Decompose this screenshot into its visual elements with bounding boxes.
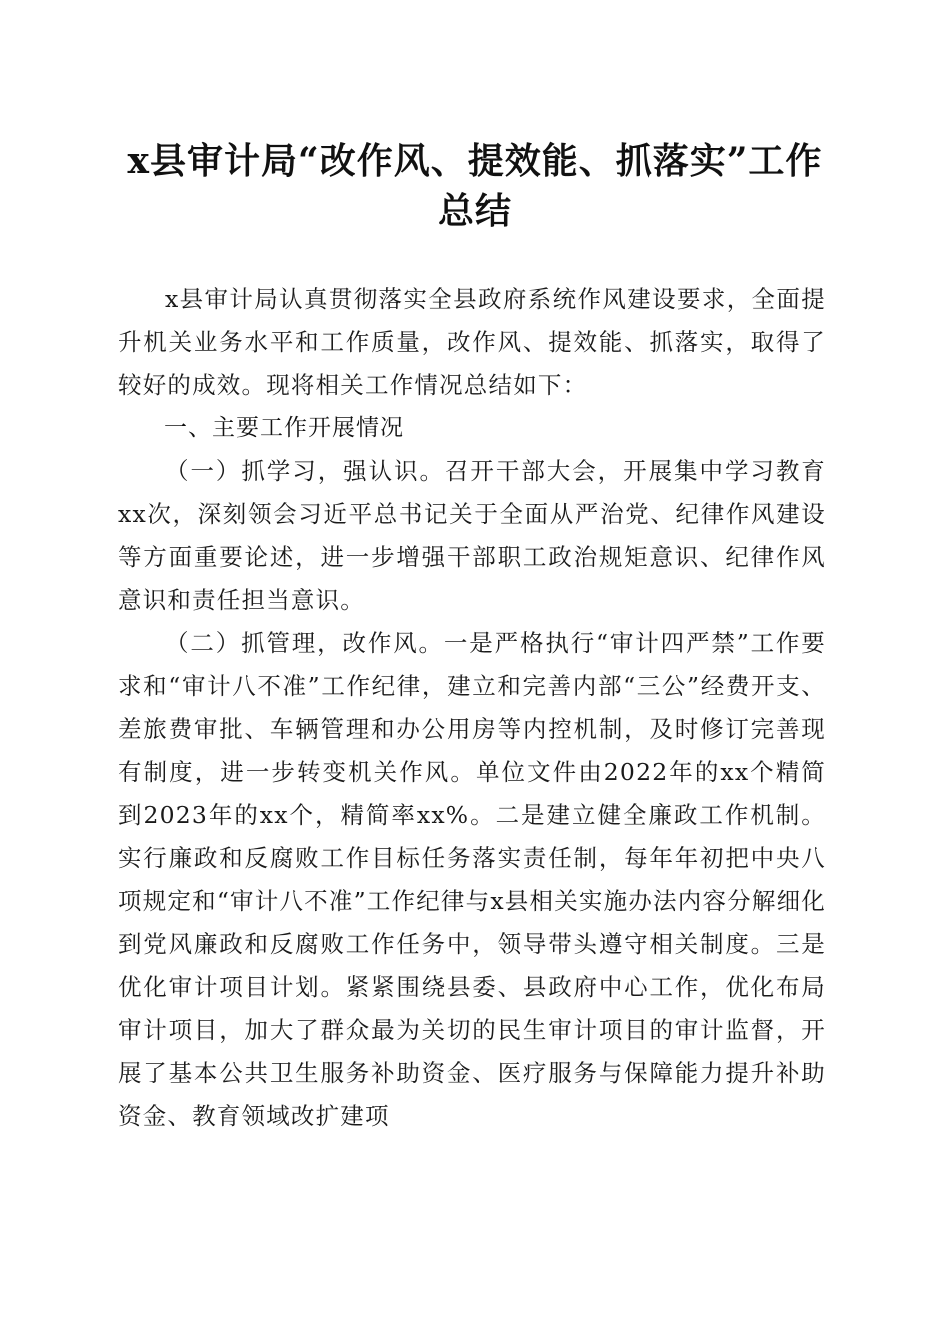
intro-paragraph: x县审计局认真贯彻落实全县政府系统作风建设要求，全面提升机关业务水平和工作质量，改作风、提效能、抓落实，取得了较好的成效。现将相关工作情况总结如下： bbox=[118, 285, 826, 399]
document-title: x县审计局“改作风、提效能、抓落实”工作总结 bbox=[127, 140, 823, 232]
document-body bbox=[118, 278, 826, 1138]
section-heading: 一、主要工作开展情况 bbox=[164, 415, 404, 441]
body-paragraph-study: （一）抓学习，强认识。召开干部大会，开展集中学习教育xx次，深刻领会习近平总书记关于全面从严治党、纪律作风建设等方面重要论述，进一步增强干部职工政治规矩意识、纪律作风意识和责任担当意识。 bbox=[118, 457, 826, 614]
body-paragraph-management: （二）抓管理，改作风。一是严格执行“审计四严禁”工作要求和“审计八不准”工作纪律，建立和完善内部“三公”经费开支、差旅费审批、车辆管理和办公用房等内控机制，及时修订完善现有制度，进一步转变机关作风。单位文件由2022年的xx个精简到2023年的xx个，精简率xx%。二是建立健全廉政工作机制。实行廉政和反腐败工作目标任务落实责任制，每年年初把中央八项规定和“审计八不准”工作纪律与x县相关实施办法内容分解细化到党风廉政和反腐败工作任务中，领导带头遵守相关制度。三是优化审计项目计划。紧紧围绕县委、县政府中心工作，优化布局审计项目，加大了群众最为关切的民生审计项目的审计监督，开展了基本公共卫生服务补助资金、医疗服务与保障能力提升补助资金、教育领域改扩建项 bbox=[118, 629, 826, 1130]
